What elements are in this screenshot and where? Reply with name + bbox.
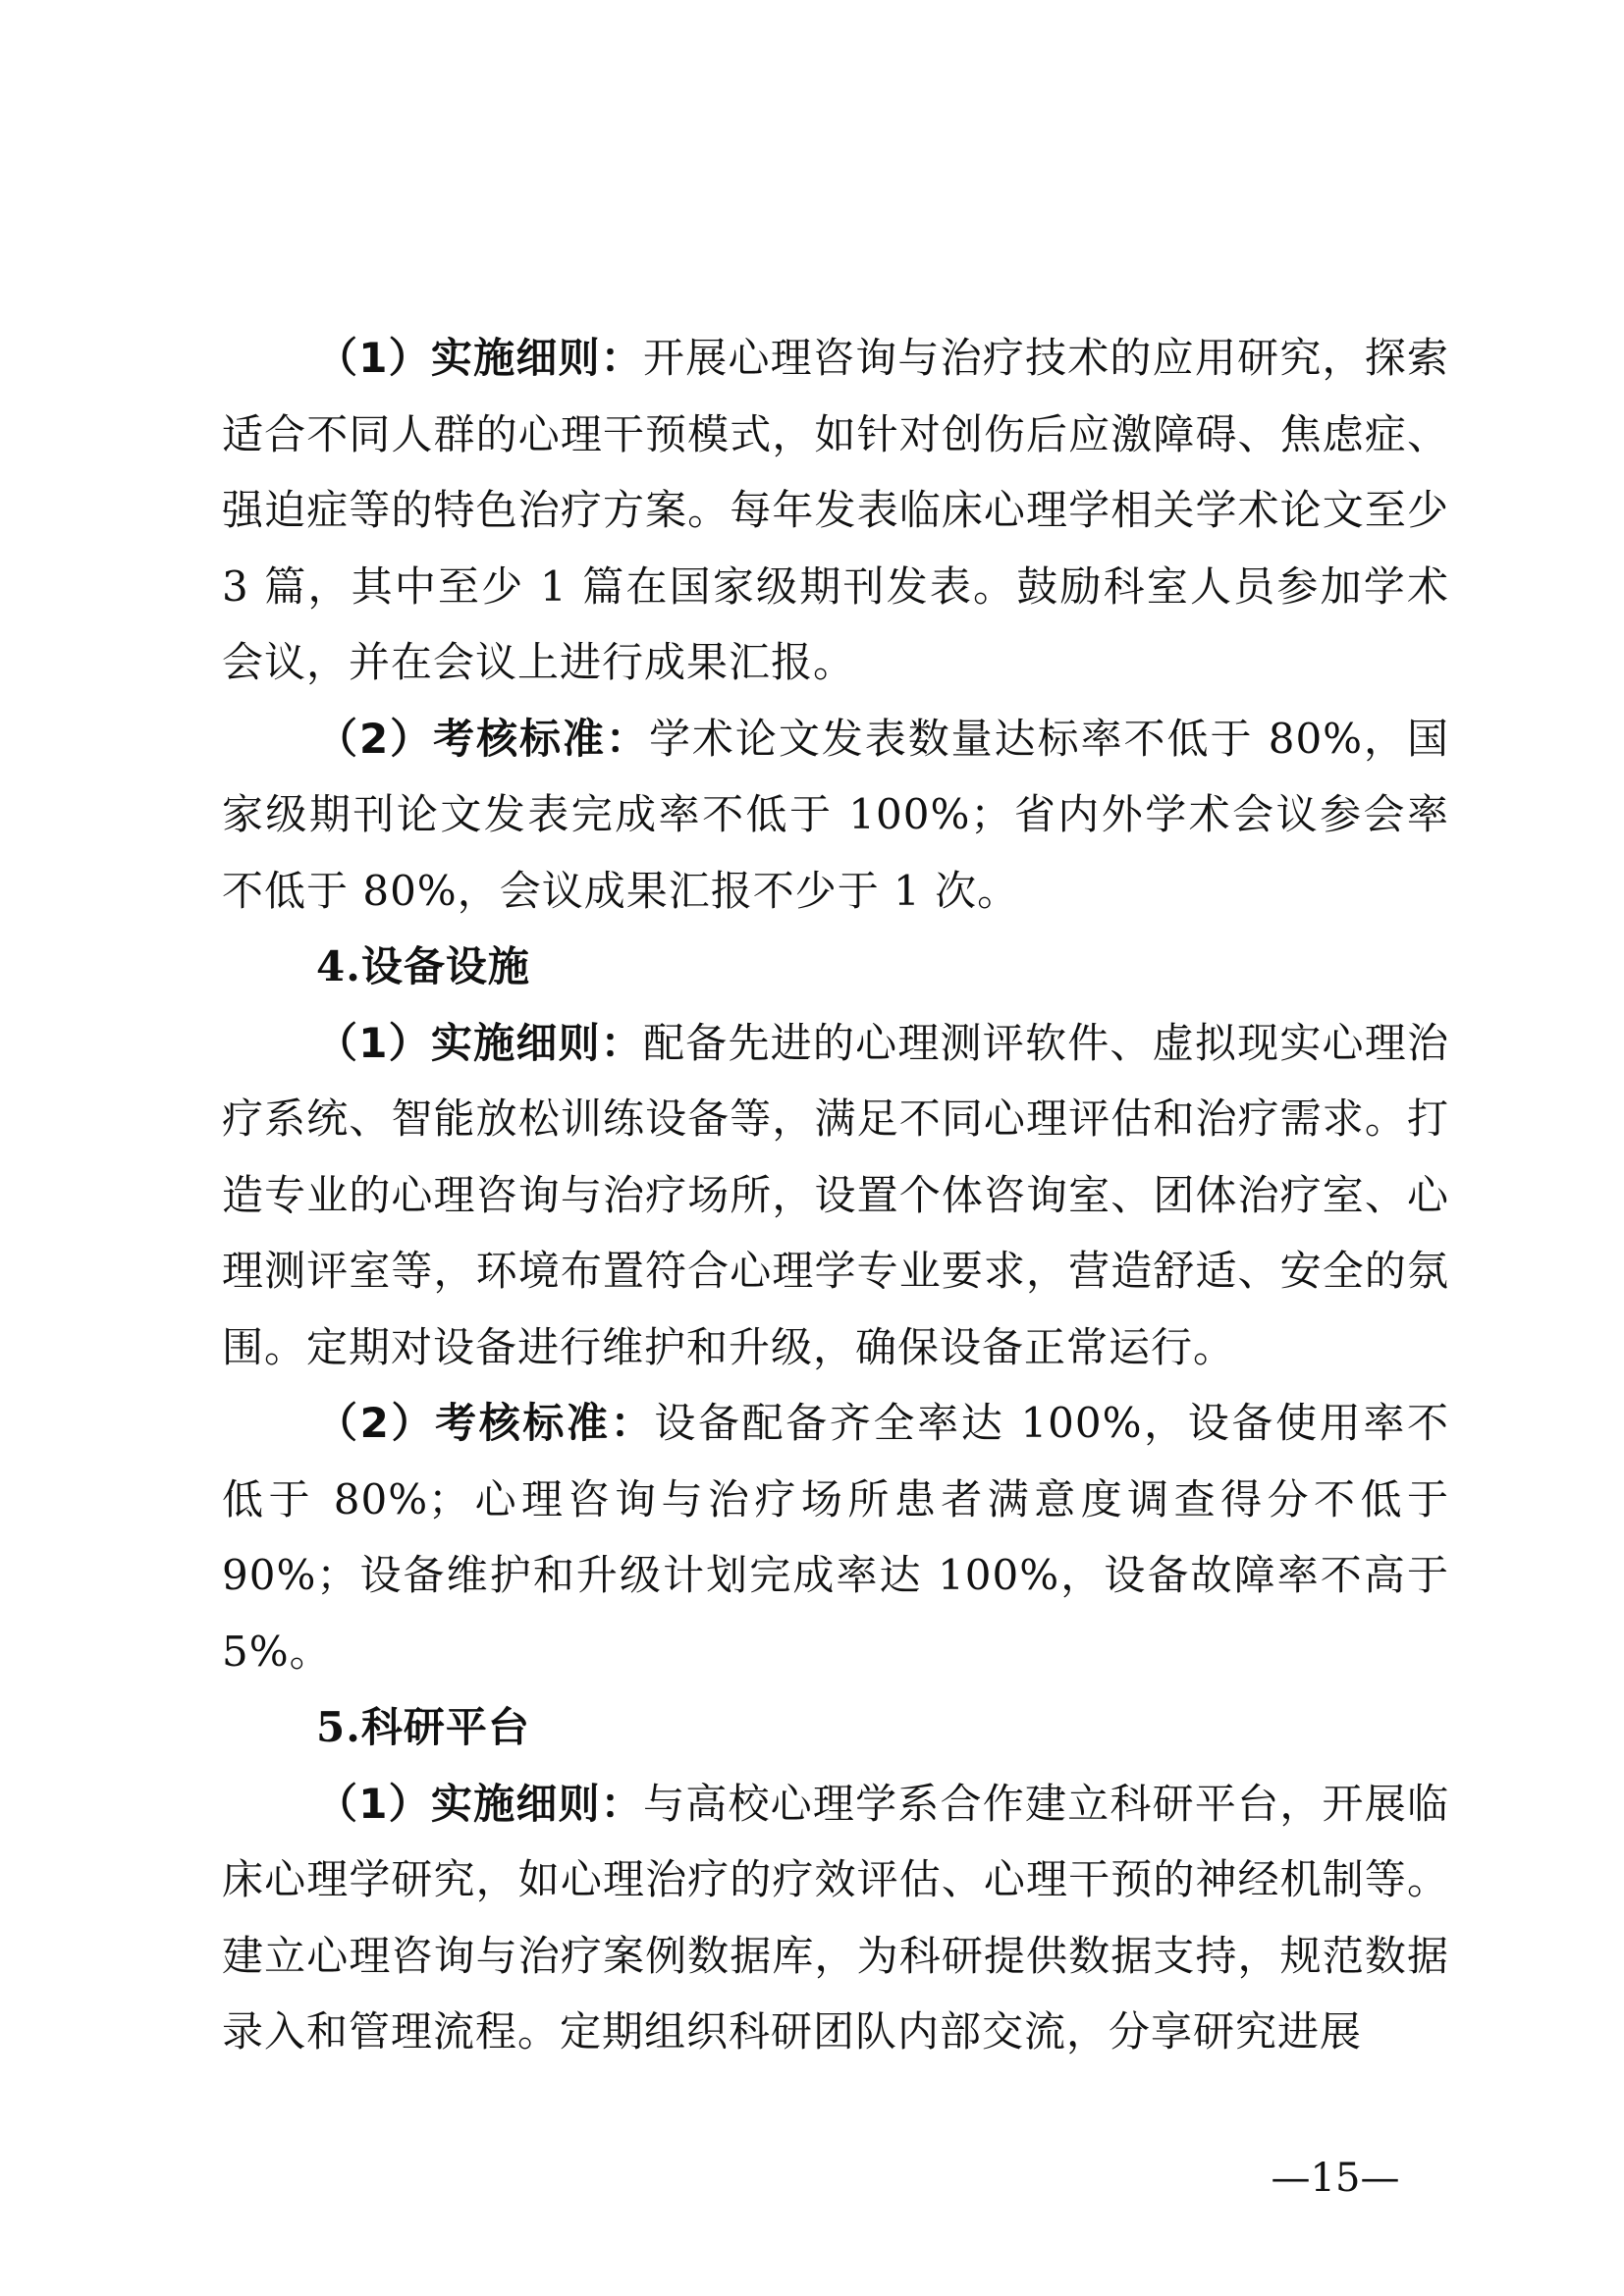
paragraph-body: 学术论文发表数量达标率不低于 80%，国家级期刊论文发表完成率不低于 100%；省内外学术会议参会率不低于 80%，会议成果汇报不少于 1 次。	[222, 714, 1450, 915]
paragraph-implementation-details-research	[222, 320, 1449, 701]
paragraph-assessment-standards-research	[222, 701, 1449, 930]
paragraph-lead: （1）实施细则：	[316, 1018, 643, 1067]
paragraph-implementation-details-equipment	[222, 1005, 1449, 1386]
paragraph-implementation-details-platform	[222, 1766, 1449, 2070]
paragraph-body: 设备配备齐全率达 100%，设备使用率不低于 80%；心理咨询与治疗场所患者满意度调查得分不低于 90%；设备维护和升级计划完成率达 100%，设备故障率不高于 5%。	[222, 1399, 1449, 1676]
paragraph-body: 与高校心理学系合作建立科研平台，开展临床心理学研究，如心理治疗的疗效评估、心理干预的神经机制等。建立心理咨询与治疗案例数据库，为科研提供数据支持，规范数据录入和管理流程。定期组织科研团队内部交流，分享研究进展	[222, 1779, 1449, 2056]
section-heading-research-platform: 5.科研平台	[316, 1703, 530, 1751]
paragraph-body: 开展心理咨询与治疗技术的应用研究，探索适合不同人群的心理干预模式，如针对创伤后应激障碍、焦虑症、强迫症等的特色治疗方案。每年发表临床心理学相关学术论文至少 3 篇，其中至少 1 篇在国家级期刊发表。鼓励科室人员参加学术会议，并在会议上进行成果汇报。	[222, 334, 1449, 686]
paragraph-body: 配备先进的心理测评软件、虚拟现实心理治疗系统、智能放松训练设备等，满足不同心理评估和治疗需求。打造专业的心理咨询与治疗场所，设置个体咨询室、团体治疗室、心理测评室等，环境布置符合心理学专业要求，营造舒适、安全的氛围。定期对设备进行维护和升级，确保设备正常运行。	[222, 1018, 1449, 1371]
section-heading-equipment: 4.设备设施	[316, 942, 530, 990]
paragraph-lead: （1）实施细则：	[316, 334, 643, 382]
body-text	[222, 320, 1449, 2070]
paragraph-lead: （2）考核标准：	[316, 714, 649, 763]
paragraph-assessment-standards-equipment	[222, 1385, 1449, 1689]
paragraph-lead: （2）考核标准：	[316, 1399, 655, 1447]
page-number: —15—	[1271, 2156, 1400, 2201]
paragraph-lead: （1）实施细则：	[316, 1779, 643, 1828]
